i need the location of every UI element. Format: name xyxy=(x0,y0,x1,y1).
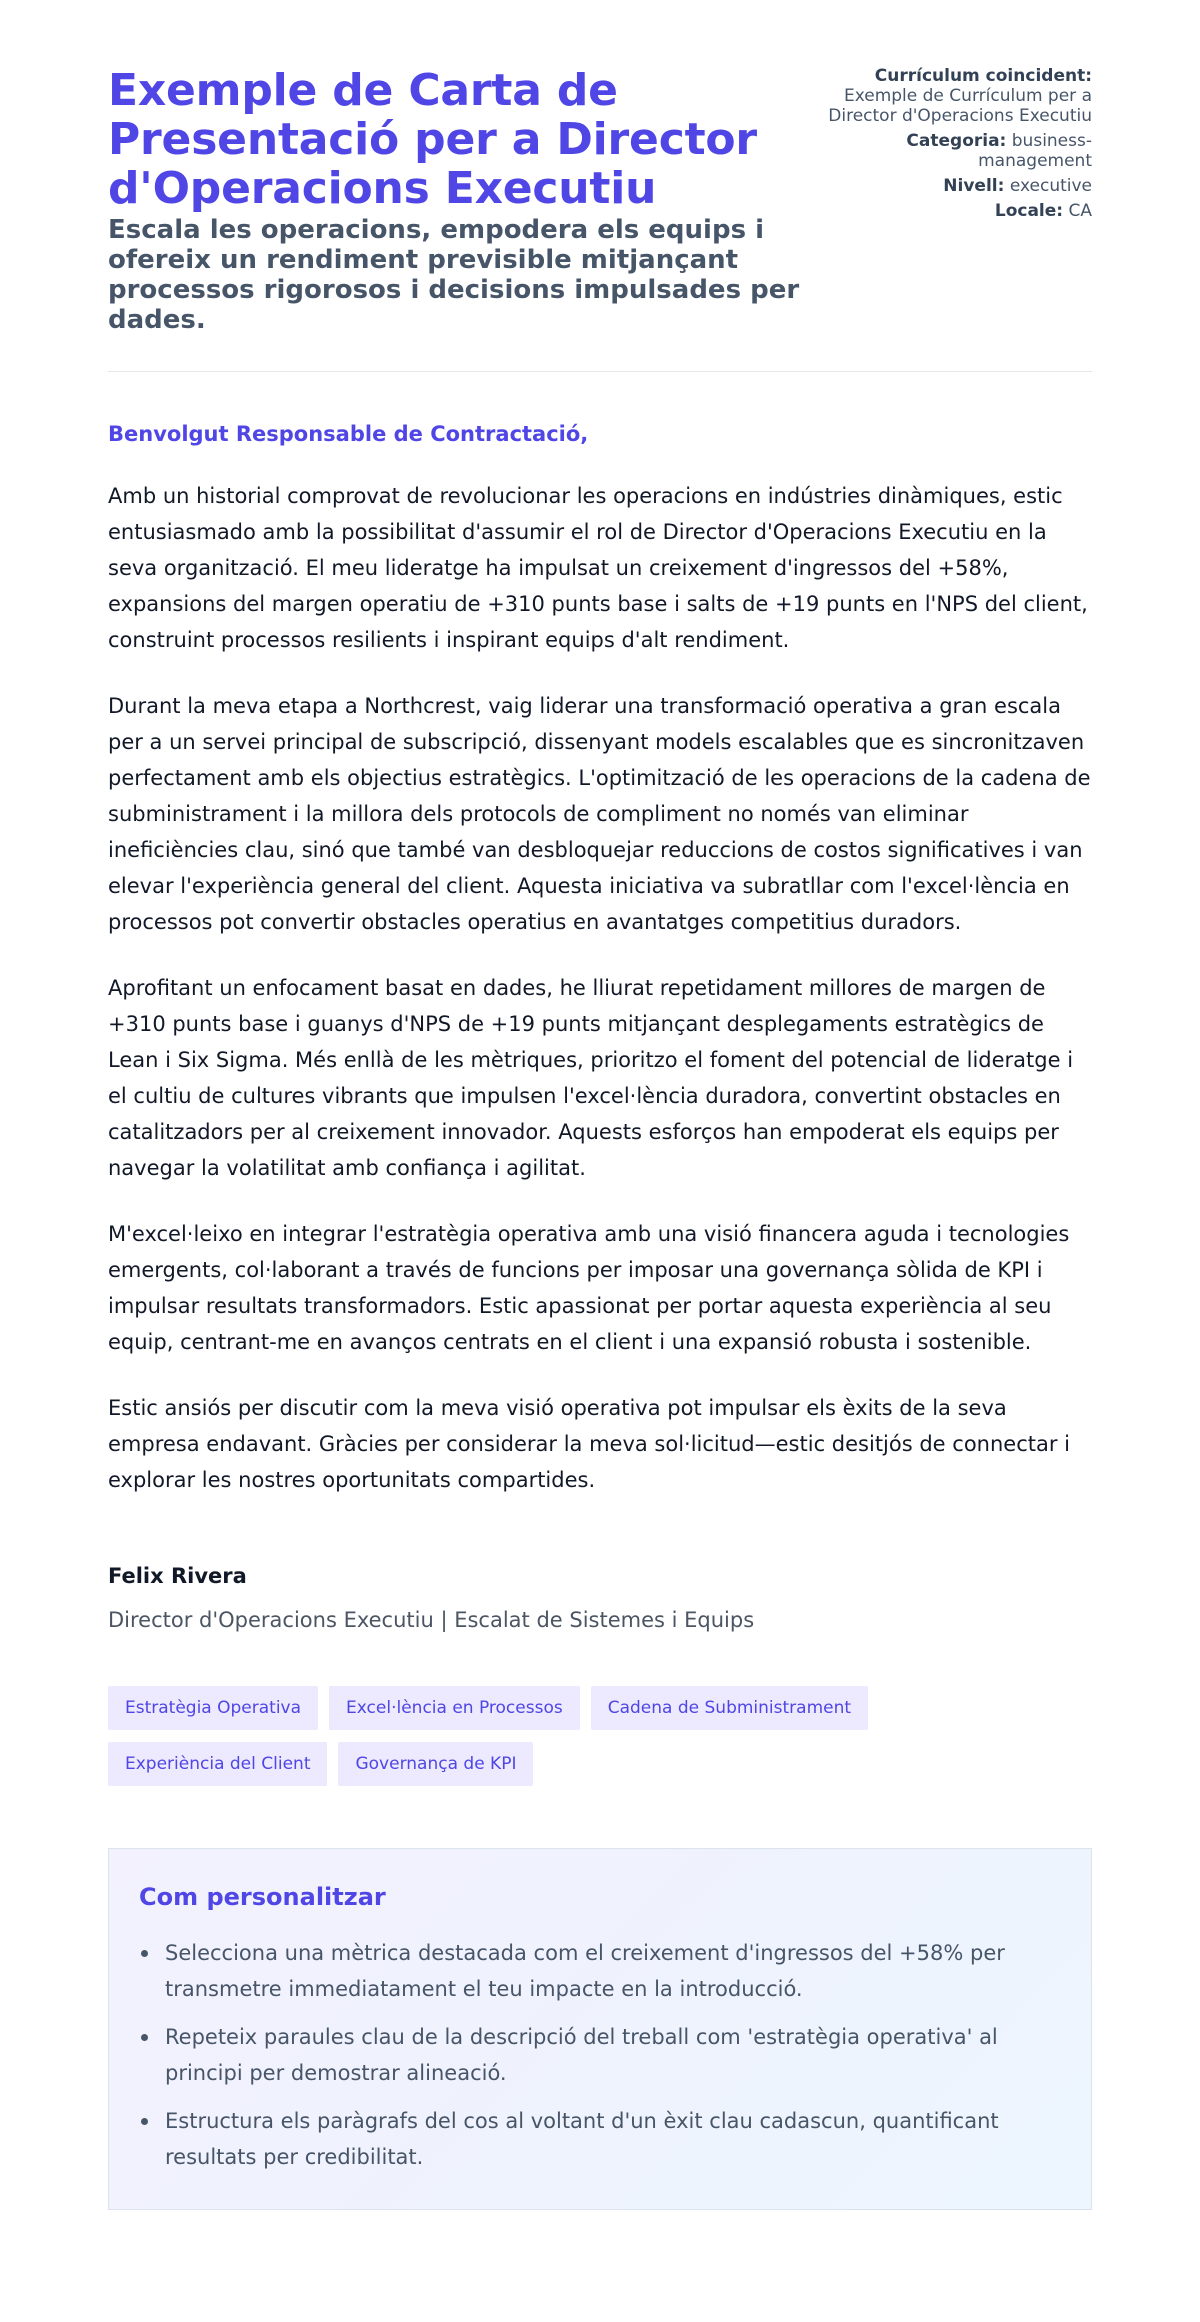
meta-locale xyxy=(822,201,1092,221)
letter-paragraph: Durant la meva etapa a Northcrest, vaig liderar una transformació operativa a gran escala per a un servei principal de subscripció, dissenyant models escalables que es sincronitzaven perfectament amb els objectius estratègics. L'optimització de les operacions de la cadena de subministrament i la millora dels protocols de compliment no només van eliminar ineficiències clau, sinó que també van desbloquejar reduccions de costos significatives i van elevar l'experiència general del client. Aquesta iniciativa va subratllar com l'excel·lència en processos pot convertir obstacles operatius en avantatges competitius duradors. xyxy=(108,694,1091,934)
signature-name: Felix Rivera xyxy=(108,1564,247,1588)
header-title-block xyxy=(108,66,808,335)
tip-item xyxy=(139,2019,1061,2091)
skill-tag: Governança de KPI xyxy=(338,1742,533,1786)
meta-level xyxy=(822,176,1092,196)
signature-block xyxy=(108,1564,1092,1632)
bullet-icon xyxy=(141,1950,148,1957)
bullet-icon xyxy=(141,2118,148,2125)
meta-matching-resume xyxy=(822,66,1092,126)
letter-paragraph: M'excel·leixo en integrar l'estratègia operativa amb una visió financera aguda i tecnologies emergents, col·laborant a través de funcions per imposar una governança sòlida de KPI i impulsar resultats transformadors. Estic apassionat per portar aquesta experiència al seu equip, centrant-me en avanços centrats en el client i una expansió robusta i sostenible. xyxy=(108,1222,1070,1354)
meta-value: CA xyxy=(1068,201,1092,221)
customization-tips-box xyxy=(108,1848,1092,2210)
page-title: Exemple de Carta de Presentació per a Director d'Operacions Executiu xyxy=(108,65,757,214)
meta-category xyxy=(822,131,1092,171)
meta-label: Currículum coincident: xyxy=(874,66,1092,86)
skill-tag: Cadena de Subministrament xyxy=(591,1686,868,1730)
tip-text: Estructura els paràgrafs del cos al voltant d'un èxit clau cadascun, quantificant resultats per credibilitat. xyxy=(165,2109,999,2169)
bullet-icon xyxy=(141,2034,148,2041)
meta-panel xyxy=(822,66,1092,226)
page-header xyxy=(108,66,1092,372)
signature-title: Director d'Operacions Executiu | Escalat de Sistemes i Equips xyxy=(108,1608,755,1632)
letter-body xyxy=(108,422,1092,1632)
skill-tag: Experiència del Client xyxy=(108,1742,327,1786)
meta-value: executive xyxy=(1009,176,1092,196)
tips-title: Com personalitzar xyxy=(139,1883,386,1911)
tips-list xyxy=(139,1935,1061,2175)
skill-tags xyxy=(108,1686,1098,1786)
tip-text: Selecciona una mètrica destacada com el creixement d'ingressos del +58% per transmetre immediatament el teu impacte en la introducció. xyxy=(165,1941,1005,2001)
page-subtitle: Escala les operacions, empodera els equips i ofereix un rendiment previsible mitjançant processos rigorosos i decisions impulsades per dades. xyxy=(108,215,800,335)
meta-label: Categoria: xyxy=(906,131,1007,151)
tip-item xyxy=(139,1935,1061,2007)
tip-item xyxy=(139,2103,1061,2175)
letter-paragraph: Estic ansiós per discutir com la meva visió operativa pot impulsar els èxits de la seva empresa endavant. Gràcies per considerar la meva sol·licitud—estic desitjós de connectar i explorar les nostres oportunitats compartides. xyxy=(108,1396,1071,1492)
meta-label: Nivell: xyxy=(943,176,1005,196)
meta-label: Locale: xyxy=(994,201,1064,221)
letter-greeting: Benvolgut Responsable de Contractació, xyxy=(108,422,589,446)
skill-tag: Estratègia Operativa xyxy=(108,1686,318,1730)
letter-paragraph: Aprofitant un enfocament basat en dades, he lliurat repetidament millores de margen de +310 punts base i guanys d'NPS de +19 punts mitjançant desplegaments estratègics de Lean i Six Sigma. Més enllà de les mètriques, prioritzo el foment del potencial de lideratge i el cultiu de cultures vibrants que impulsen l'excel·lència duradora, convertint obstacles en catalitzadors per al creixement innovador. Aquests esforços han empoderat els equips per navegar la volatilitat amb confiança i agilitat. xyxy=(108,976,1074,1180)
letter-paragraph: Amb un historial comprovat de revolucionar les operacions en indústries dinàmiques, estic entusiasmado amb la possibilitat d'assumir el rol de Director d'Operacions Executiu en la seva organització. El meu lideratge ha impulsat un creixement d'ingressos del +58%, expansions del margen operatiu de +310 punts base i salts de +19 punts en l'NPS del client, construint processos resilients i inspirant equips d'alt rendiment. xyxy=(108,484,1088,652)
tip-text: Repeteix paraules clau de la descripció del treball com 'estratègia operativa' al principi per demostrar alineació. xyxy=(165,2025,998,2085)
skill-tag: Excel·lència en Processos xyxy=(329,1686,580,1730)
letter-paragraphs xyxy=(108,478,1092,1498)
meta-value: Exemple de Currículum per a Director d'Operacions Executiu xyxy=(828,86,1092,126)
meta-value: business-management xyxy=(978,131,1092,171)
